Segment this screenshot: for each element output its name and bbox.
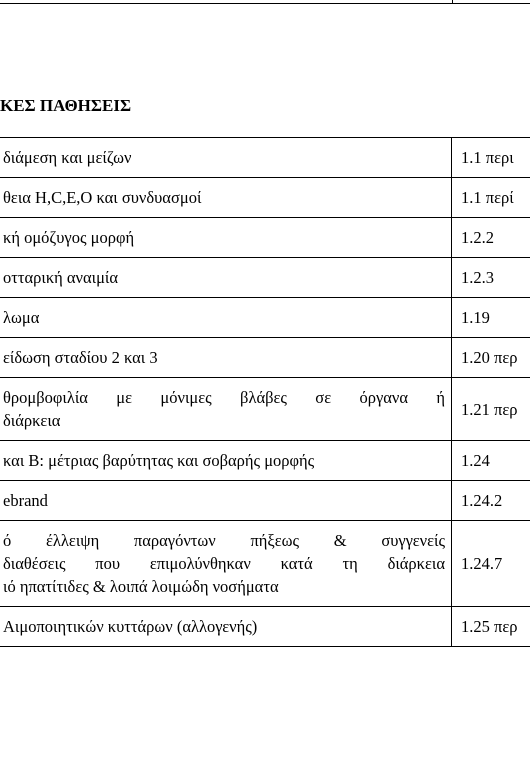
article-reference: 1.1 περι [452, 138, 530, 178]
description-line: ό έλλειψη παραγόντων πήξεως & συγγενείς [3, 531, 445, 550]
description-line: λωμα [3, 308, 40, 327]
description-line: θεια Η,C,E,O και συνδυασμοί [3, 188, 202, 207]
table-row [0, 338, 530, 378]
article-reference: 1.21 περ [452, 378, 530, 441]
description-line: διάμεση και μείζων [3, 148, 132, 167]
top-column-divider [452, 0, 453, 4]
article-reference: 1.24 [452, 441, 530, 481]
description-line: Αιμοποιητικών κυττάρων (αλλογενής) [3, 617, 258, 636]
condition-description [0, 481, 452, 521]
description-line: ιό ηπατίτιδες & λοιπά λοιμώδη νοσήματα [3, 577, 279, 596]
article-reference: 1.25 περ [452, 607, 530, 647]
top-table-edge [0, 0, 530, 5]
condition-description [0, 218, 452, 258]
condition-description [0, 258, 452, 298]
section-heading: ΚΕΣ ΠΑΘΗΣΕΙΣ [0, 96, 132, 115]
description-line: οτταρική αναιμία [3, 268, 119, 287]
condition-description [0, 521, 452, 607]
table-row [0, 481, 530, 521]
table-row [0, 258, 530, 298]
description-line: και Β: μέτριας βαρύτητας και σοβαρής μορφής [3, 451, 315, 470]
article-reference: 1.2.2 [452, 218, 530, 258]
condition-description [0, 378, 452, 441]
condition-description [0, 441, 452, 481]
table-row [0, 178, 530, 218]
table-row [0, 607, 530, 647]
description-line: ebrand [3, 491, 48, 510]
condition-description [0, 607, 452, 647]
condition-description [0, 298, 452, 338]
table-row [0, 218, 530, 258]
table-row [0, 298, 530, 338]
condition-description [0, 338, 452, 378]
description-line: διάρκεια [3, 411, 61, 430]
condition-description [0, 138, 452, 178]
top-border-line [0, 0, 530, 4]
table-row [0, 521, 530, 607]
table-row [0, 441, 530, 481]
article-reference: 1.24.2 [452, 481, 530, 521]
description-line: διαθέσεις που επιμολύνθηκαν κατά τη διάρκεια [3, 554, 445, 573]
description-line: θρομβοφιλία με μόνιμες βλάβες σε όργανα ή [3, 388, 445, 407]
article-reference: 1.19 [452, 298, 530, 338]
description-line: είδωση σταδίου 2 και 3 [3, 348, 158, 367]
article-reference: 1.1 περί [452, 178, 530, 218]
conditions-table [0, 137, 530, 647]
description-line: κή ομόζυγος μορφή [3, 228, 135, 247]
article-reference: 1.24.7 [452, 521, 530, 607]
article-reference: 1.20 περ [452, 338, 530, 378]
table-row [0, 138, 530, 178]
article-reference: 1.2.3 [452, 258, 530, 298]
table-row [0, 378, 530, 441]
condition-description [0, 178, 452, 218]
